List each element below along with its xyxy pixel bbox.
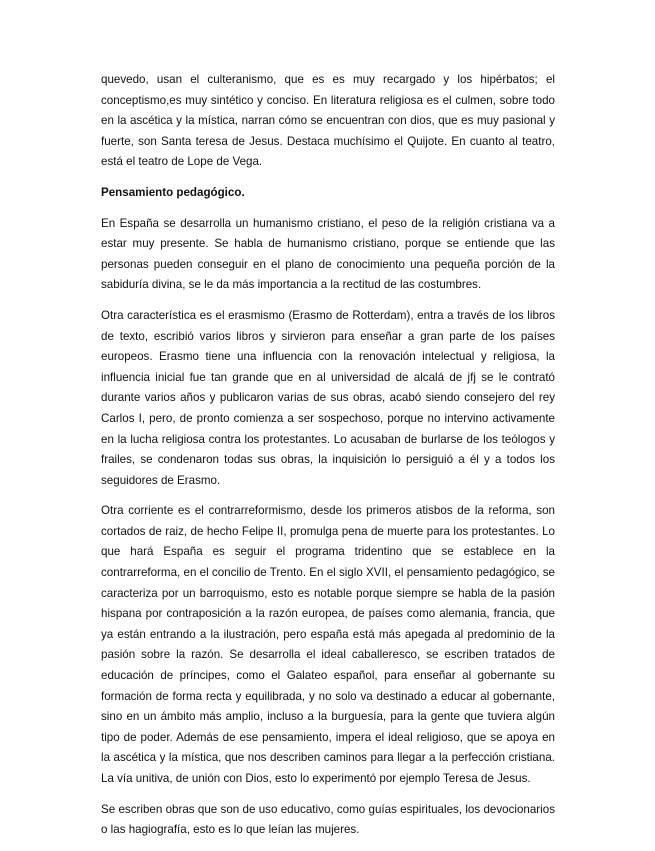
- paragraph-intro: quevedo, usan el culteranismo, que es es muy recargado y los hipérbatos; el conceptismo,es muy sintético y conciso. En literatura religiosa es el culmen, sobre todo en la ascética y la mística, narran cómo se encuentran con dios, que es muy pasional y fuerte, son Santa teresa de Jesus. Destaca muchísimo el Quijote. En cuanto al teatro, está el teatro de Lope de Vega.: [101, 73, 555, 169]
- paragraph-obras-educativas: Se escriben obras que son de uso educativo, como guías espirituales, los devocionarios o las hagiografía, esto es lo que leían las mujeres.: [101, 802, 555, 837]
- paragraph-contrarreformismo: Otra corriente es el contrarreformismo, desde los primeros atisbos de la reforma, son cortados de raiz, de hecho Felipe II, promulga pena de muerte para los protestantes. Lo que hará España es seguir el programa tridentino que se establece en la contrarreforma, en el concilio de Trento. En el siglo XVII, el pensamiento pedagógico, se caracteriza por un barroquismo, esto es notable porque siempre se habla de la pasión hispana por contraposición a la razón europea, de países como alemania, francia, que ya están entrando a la ilustración, pero españa está más apegada al predominio de la pasión sobre la razón. Se desarrolla el ideal caballeresco, se escriben tratados de educación de príncipes, como el Galateo español, para enseñar al gobernante su formación de forma recta y equilibrada, y no solo va destinado a educar al gobernante, sino en un ámbito más amplio, incluso a la burguesía, para la gente que tuviera algún tipo de poder. Además de ese pensamiento, impera el ideal religioso, que se apoya en la ascética y la mística, que nos describen caminos para llegar a la perfección cristiana. La vía unitiva, de unión con Dios, esto lo experimentó por ejemplo Teresa de Jesus.: [101, 504, 555, 785]
- section-heading: Pensamiento pedagógico.: [101, 185, 245, 199]
- paragraph-erasmismo: Otra característica es el erasmismo (Erasmo de Rotterdam), entra a través de los libros de texto, escribió varios libros y sirvieron para enseñar a gran parte de los países europeos. Erasmo tiene una influencia con la renovación intelectual y religiosa, la influencia inicial fue tan grande que en al universidad de alcalá de jfj se le contrató durante varios años y publicaron varias de sus obras, acabó siendo consejero del rey Carlos I, pero, de pronto comienza a ser sospechoso, porque no intervino activamente en la lucha religiosa contra los protestantes. Lo acusaban de burlarse de los teólogos y frailes, se condenaron todas sus obras, la inquisición lo persiguió a él y a todos los seguidores de Erasmo.: [101, 308, 555, 487]
- document-page: [101, 70, 555, 851]
- paragraph-humanismo: En España se desarrolla un humanismo cristiano, el peso de la religión cristiana va a estar muy presente. Se habla de humanismo cristiano, porque se entiende que las personas pueden conseguir en el plano de conocimiento una pequeña porción de la sabiduría divina, se le da más importancia a la rectitud de las costumbres.: [101, 216, 555, 292]
